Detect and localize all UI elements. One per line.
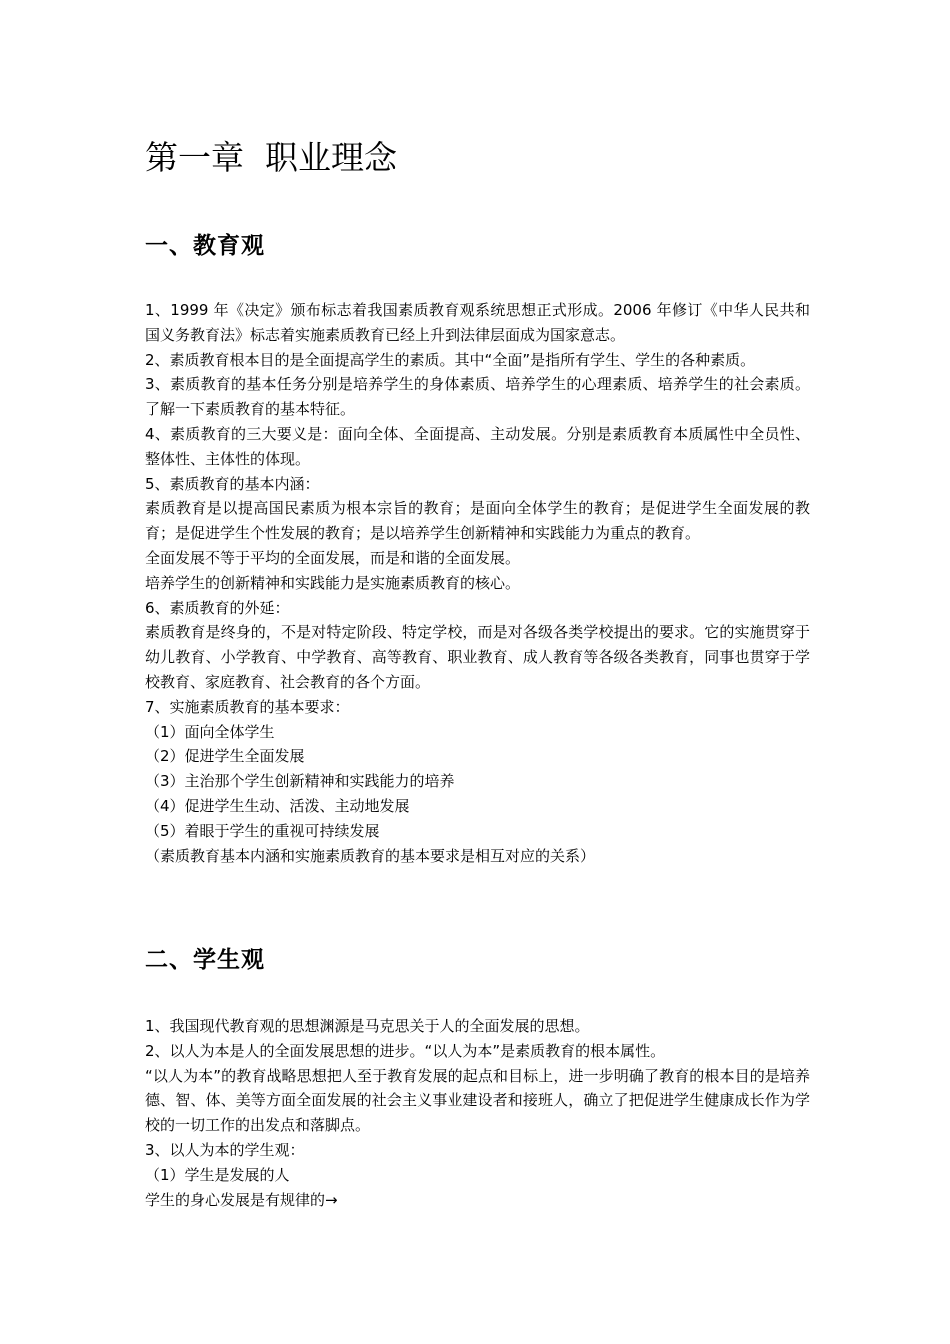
paragraph: 学生的身心发展是有规律的→	[145, 1190, 338, 1209]
paragraph: 素质教育是终身的，不是对特定阶段、特定学校，而是对各级各类学校提出的要求。它的实施贯穿于幼儿教育、小学教育、中学教育、高等教育、职业教育、成人教育等各级各类教育，同事也贯穿于学校教育、家庭教育、社会教育的各个方面。	[145, 623, 810, 691]
paragraph: 3、素质教育的基本任务分别是培养学生的身体素质、培养学生的心理素质、培养学生的社会素质。 了解一下素质教育的基本特征。	[145, 375, 810, 419]
paragraph: 3、以人为本的学生观：	[145, 1140, 305, 1159]
section-heading-student-view: 二、学生观	[145, 947, 265, 973]
list-item: （1）学生是发展的人	[145, 1165, 290, 1184]
list-item: （5）着眼于学生的重视可持续发展	[145, 821, 380, 840]
paragraph: 培养学生的创新精神和实践能力是实施素质教育的核心。	[145, 573, 521, 592]
paragraph-note: （素质教育基本内涵和实施素质教育的基本要求是相互对应的关系）	[145, 846, 596, 865]
chapter-title: 第一章 职业理念	[145, 138, 397, 177]
section-body-student-view	[145, 1014, 810, 1212]
paragraph: “以人为本”的教育战略思想把人至于教育发展的起点和目标上，进一步明确了教育的根本目的是培养德、智、体、美等方面全面发展的社会主义事业建设者和接班人，确立了把促进学生健康成长作为学校的一切工作的出发点和落脚点。	[145, 1066, 810, 1135]
paragraph: 6、素质教育的外延：	[145, 598, 290, 617]
list-item: （3）主治那个学生创新精神和实践能力的培养	[145, 772, 455, 791]
paragraph: 全面发展不等于平均的全面发展，而是和谐的全面发展。	[145, 548, 521, 567]
paragraph: 5、素质教育的基本内涵：	[145, 474, 320, 493]
paragraph: 4、素质教育的三大要义是：面向全体、全面提高、主动发展。分别是素质教育本质属性中全员性、整体性、主体性的体现。	[145, 424, 810, 468]
section-body-education-view	[145, 298, 810, 868]
section-heading-education-view: 一、教育观	[145, 233, 265, 259]
list-item: （2）促进学生全面发展	[145, 747, 305, 766]
paragraph: 2、以人为本是人的全面发展思想的进步。“以人为本”是素质教育的根本属性。	[145, 1041, 666, 1060]
paragraph: 1、1999 年《决定》颁布标志着我国素质教育观系统思想正式形成。2006 年修订《中华人民共和国义务教育法》标志着实施素质教育已经上升到法律层面成为国家意志。	[145, 301, 810, 344]
paragraph: 2、素质教育根本目的是全面提高学生的素质。其中“全面”是指所有学生、学生的各种素质。	[145, 350, 756, 369]
list-item: （4）促进学生生动、活泼、主动地发展	[145, 796, 410, 815]
paragraph: 素质教育是以提高国民素质为根本宗旨的教育；是面向全体学生的教育；是促进学生全面发展的教育；是促进学生个性发展的教育；是以培养学生创新精神和实践能力为重点的教育。	[145, 499, 810, 543]
list-item: （1）面向全体学生	[145, 722, 275, 741]
paragraph: 7、实施素质教育的基本要求：	[145, 697, 350, 716]
paragraph: 1、我国现代教育观的思想渊源是马克思关于人的全面发展的思想。	[145, 1017, 590, 1035]
